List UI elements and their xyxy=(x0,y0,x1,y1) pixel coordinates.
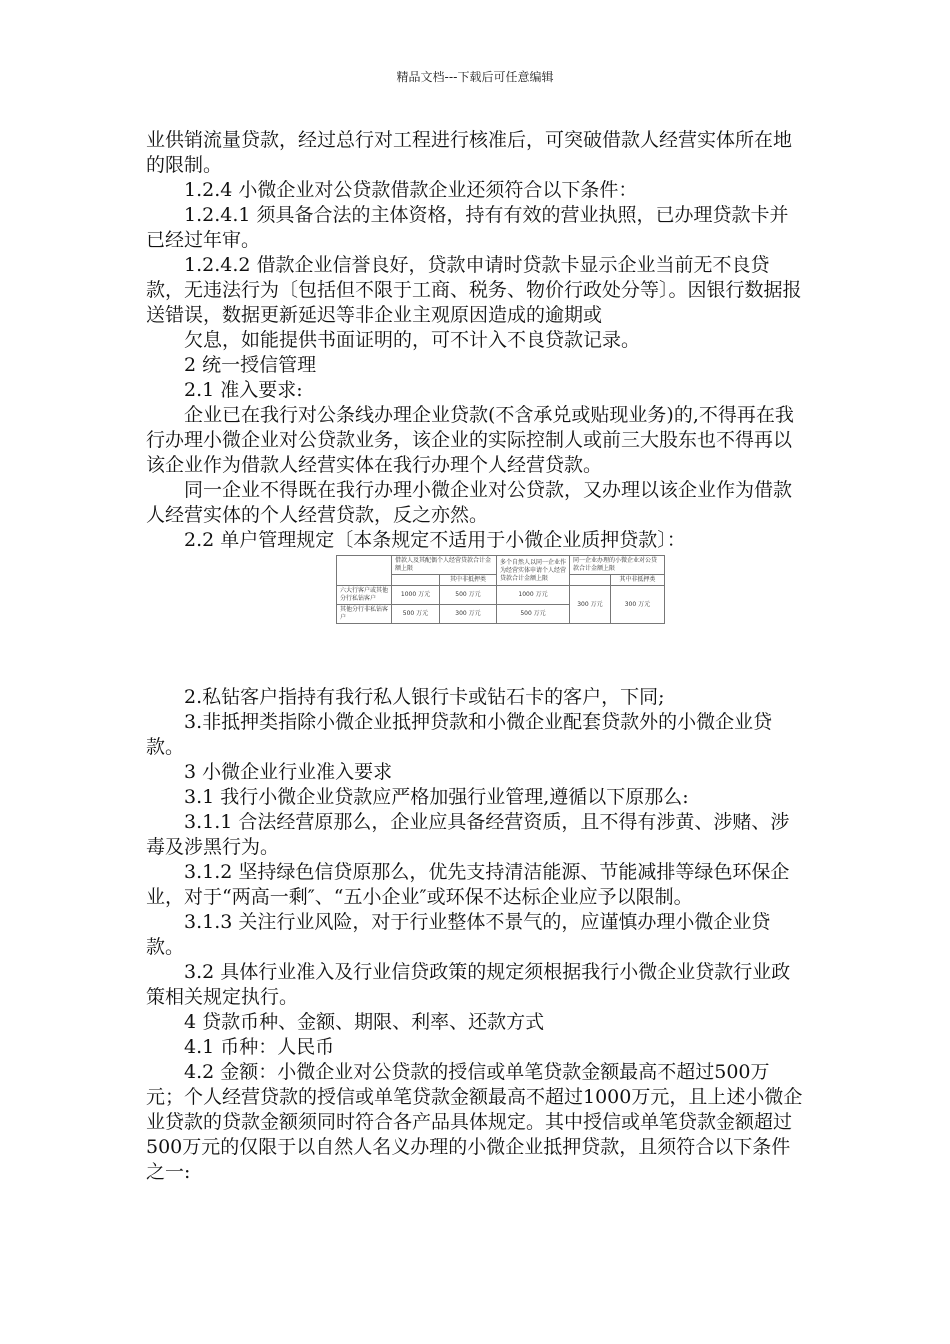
table-row-label: 其他分行非私钻客户 xyxy=(337,605,392,624)
paragraph: 1.2.4 小微企业对公贷款借款企业还须符合以下条件： xyxy=(184,179,638,201)
document-body xyxy=(146,128,806,1185)
page-header: 精品文档---下载后可任意编辑 xyxy=(396,70,554,84)
paragraph: 2.1 准入要求: xyxy=(184,379,303,401)
paragraph: 4 贷款币种、金额、期限、利率、还款方式 xyxy=(184,1011,545,1033)
paragraph: 3.1.1 合法经营原那么，企业应具备经营资质，且不得有涉黄、涉赌、涉毒及涉黑行为。 xyxy=(146,811,790,858)
paragraph: 3.非抵押类指除小微企业抵押贷款和小微企业配套贷款外的小微企业贷款。 xyxy=(146,711,773,758)
paragraph: 4.2 金额：小微企业对公贷款的授信或单笔贷款金额最高不超过500万元；个人经营贷款的授信或单笔贷款金额最高不超过1000万元，且上述小微企业贷款的贷款金额须同时符合各产品具体规定。其中授信或单笔贷款金额超过500万元的仅限于以自然人名义办理的小微企业抵押贷款，且须符合以下条件之一: xyxy=(146,1061,803,1183)
table-cell: 500 万元 xyxy=(497,605,570,624)
paragraph: 1.2.4.2 借款企业信誉良好，贷款申请时贷款卡显示企业当前无不良贷款，无违法行为〔包括但不限于工商、税务、物价行政处分等〕。因银行数据报送错误，数据更新延迟等非企业主观原因造成的逾期或 xyxy=(146,254,802,326)
paragraph: 1.2.4.1 须具备合法的主体资格，持有有效的营业执照，已办理贷款卡并已经过年审。 xyxy=(146,204,789,251)
table-subheader-nonmortgage: 其中非抵押类 xyxy=(439,575,496,586)
paragraph-group-top xyxy=(146,128,806,553)
paragraph: 企业已在我行对公条线办理企业贷款(不含承兑或贴现业务)的,不得再在我行办理小微企业对公贷款业务，该企业的实际控制人或前三大股东也不得再以该企业作为借款人经营实体在我行办理个人经营贷款。 xyxy=(146,404,794,476)
paragraph-group-bottom xyxy=(146,685,806,1185)
table-cell-corporate-total: 300 万元 xyxy=(570,586,611,624)
paragraph: 2 统一授信管理 xyxy=(184,354,317,376)
table-header-multi: 多个自然人以同一企业作为经营实体申请个人经营贷款合计金额上限 xyxy=(497,556,570,586)
paragraph: 2.2 单户管理规定〔本条规定不适用于小微企业质押贷款〕： xyxy=(184,529,686,551)
table-cell: 500 万元 xyxy=(392,605,440,624)
table-header-corporate: 同一企业办理的小微企业对公贷款合计金额上限 xyxy=(570,556,665,575)
table-row-label: 六大行客户或其他分行私钻客户 xyxy=(337,586,392,605)
table-container xyxy=(146,553,806,685)
table-cell-corporate-nonmortgage: 300 万元 xyxy=(610,586,664,624)
table-cell: 500 万元 xyxy=(439,586,496,605)
paragraph: 3.1 我行小微企业贷款应严格加强行业管理,遵循以下原那么: xyxy=(184,786,689,808)
paragraph: 3 小微企业行业准入要求 xyxy=(184,761,393,783)
paragraph: 3.1.3 关注行业风险，对于行业整体不景气的，应谨慎办理小微企业贷款。 xyxy=(146,911,771,958)
paragraph: 3.2 具体行业准入及行业信贷政策的规定须根据我行小微企业贷款行业政策相关规定执行。 xyxy=(146,961,791,1008)
paragraph: 2.私钻客户指持有我行私人银行卡或钻石卡的客户，下同; xyxy=(184,686,665,708)
paragraph: 同一企业不得既在我行办理小微企业对公贷款，又办理以该企业作为借款人经营实体的个人经营贷款，反之亦然。 xyxy=(146,479,793,526)
table-cell: 300 万元 xyxy=(439,605,496,624)
paragraph: 3.1.2 坚持绿色信贷原那么，优先支持清洁能源、节能减排等绿色环保企业，对于“两高一剩″、“五小企业″或环保不达标企业应予以限制。 xyxy=(146,861,790,908)
paragraph: 业供销流量贷款，经过总行对工程进行核准后，可突破借款人经营实体所在地的限制。 xyxy=(146,129,793,176)
table-corner-cell xyxy=(337,556,392,586)
table-subheader-empty xyxy=(392,575,440,586)
table-cell: 1000 万元 xyxy=(497,586,570,605)
paragraph: 欠息，如能提供书面证明的，可不计入不良贷款记录。 xyxy=(184,329,641,351)
table-header-individual: 借款人及其配偶个人经营贷款合计金额上限 xyxy=(392,556,497,575)
paragraph: 4.1 币种：人民币 xyxy=(184,1036,335,1058)
table-cell: 1000 万元 xyxy=(392,586,440,605)
table-subheader-nonmortgage: 其中非抵押类 xyxy=(610,575,664,586)
loan-limit-table xyxy=(336,555,665,624)
table-subheader-empty xyxy=(570,575,611,586)
